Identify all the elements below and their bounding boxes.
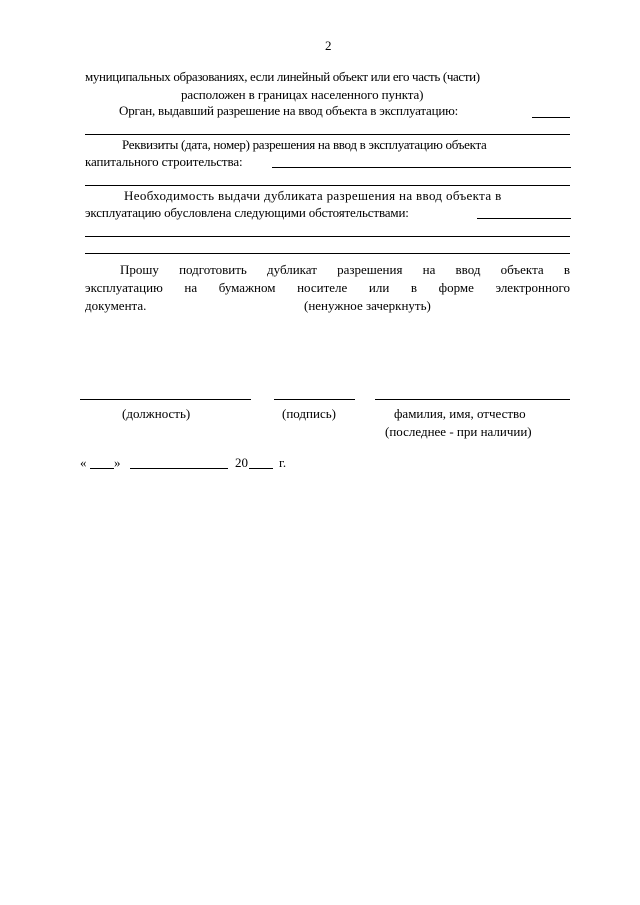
necessity-field-line2[interactable] — [85, 236, 570, 237]
date-year-field[interactable] — [249, 468, 273, 469]
page-number: 2 — [325, 38, 332, 53]
date-open-quote: « — [80, 455, 87, 470]
date-year-prefix: 20 — [235, 455, 248, 470]
requisites-label: Реквизиты (дата, номер) разрешения на ввод в эксплуатацию объекта — [122, 137, 487, 152]
full-name-note: (последнее - при наличии) — [385, 424, 532, 439]
issuing-authority-label: Орган, выдавший разрешение на ввод объекта в эксплуатацию: — [119, 103, 459, 118]
necessity-field[interactable] — [477, 218, 571, 219]
request-line1: Прошу подготовить дубликат разрешения на ввод объекта в — [120, 262, 570, 277]
full-name-signature-line[interactable] — [375, 399, 570, 400]
signature-line[interactable] — [274, 399, 355, 400]
issuing-authority-field[interactable] — [532, 117, 570, 118]
necessity-label-line2: эксплуатацию обусловлена следующими обстоятельствами: — [85, 205, 409, 220]
full-name-caption: фамилия, имя, отчество — [394, 406, 526, 421]
request-line2: эксплуатацию на бумажном носителе или в форме электронного — [85, 280, 570, 295]
date-year-suffix: г. — [279, 455, 287, 470]
date-day-field[interactable] — [90, 468, 114, 469]
necessity-field-line3[interactable] — [85, 253, 570, 254]
necessity-label: Необходимость выдачи дубликата разрешения на ввод объекта в — [124, 188, 502, 203]
text-line: расположен в границах населенного пункта) — [181, 87, 424, 102]
text-line: муниципальных образованиях, если линейный объект или его часть (части) — [85, 69, 480, 84]
request-line3: документа. — [85, 298, 147, 313]
signature-caption: (подпись) — [282, 406, 336, 421]
date-close-quote: » — [114, 455, 121, 470]
date-month-field[interactable] — [130, 468, 228, 469]
strike-through-note: (ненужное зачеркнуть) — [304, 298, 431, 313]
position-signature-line[interactable] — [80, 399, 251, 400]
issuing-authority-field-line2[interactable] — [85, 134, 570, 135]
requisites-field-line2[interactable] — [85, 185, 570, 186]
requisites-label-line2: капитального строительства: — [85, 154, 243, 169]
position-caption: (должность) — [122, 406, 191, 421]
requisites-field[interactable] — [272, 167, 571, 168]
